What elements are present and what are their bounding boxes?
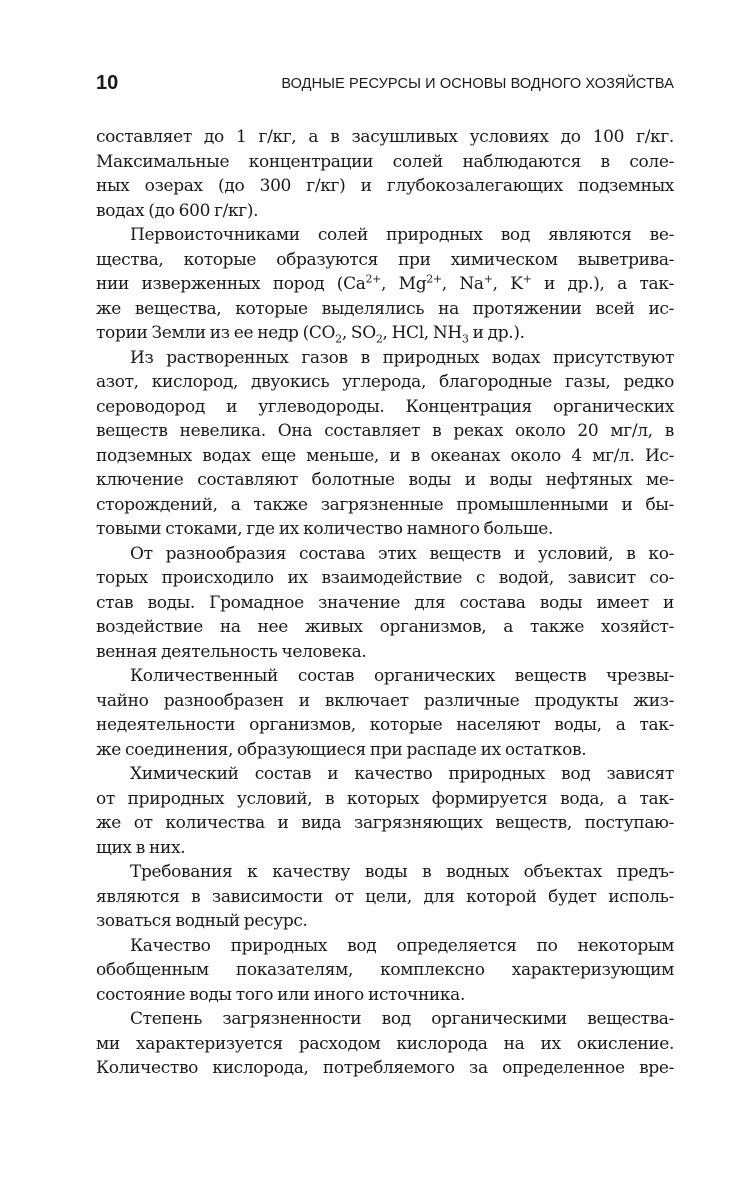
text-line: воздействие на нее живых организмов, а также хозяйст- xyxy=(96,617,674,637)
text-line: составляет до 1 г/кг, а в засушливых условиях до 100 г/кг. xyxy=(96,127,674,147)
text-segment: тории Земли из ее недр (CO xyxy=(96,323,336,343)
ion-charge: + xyxy=(483,272,493,286)
text-line: ных озерах (до 300 г/кг) и глубокозалегающих подземных xyxy=(96,176,674,196)
text-line: Требования к качеству воды в водных объектах предъ- xyxy=(130,862,674,882)
text-segment: и др.). xyxy=(468,323,525,343)
text-line: водах (до 600 г/кг). xyxy=(96,200,259,221)
text-segment: и др.), а так- xyxy=(531,274,675,294)
text-line: же от количества и вида загрязняющих веществ, поступаю- xyxy=(96,813,674,833)
text-segment: нии изверженных пород (Ca xyxy=(96,274,366,294)
text-line: Количественный состав органических веществ чрезвы- xyxy=(130,666,674,686)
text-line: венная деятельность человека. xyxy=(96,641,367,662)
ion-charge: 2+ xyxy=(426,272,442,286)
text-line: Максимальные концентрации солей наблюдаются в соле- xyxy=(96,151,674,172)
text-line: От разнообразия состава этих веществ и условий, в ко- xyxy=(130,543,674,564)
formula-subscript: 2 xyxy=(375,332,383,346)
text-line: Из растворенных газов в природных водах присутствуют xyxy=(130,347,674,368)
body-text xyxy=(96,125,674,1081)
text-line: став воды. Громадное значение для состава воды имеет и xyxy=(96,592,674,613)
text-line: сероводород и углеводороды. Концентрация органических xyxy=(96,396,674,417)
text-line: подземных водах еще меньше, и в океанах около 4 мг/л. Ис- xyxy=(96,445,674,466)
text-line: состояние воды того или иного источника. xyxy=(96,984,466,1005)
text-line: же соединения, образующиеся при распаде их остатков. xyxy=(96,739,587,760)
text-segment: , Na xyxy=(441,274,484,294)
text-line: веществ невелика. Она составляет в реках около 20 мг/л, в xyxy=(96,421,674,441)
text-line: торых происходило их взаимодействие с водой, зависит со- xyxy=(96,568,674,588)
formula-subscript: 2 xyxy=(335,332,342,346)
text-line: от природных условий, в которых формируется вода, а так- xyxy=(96,788,674,809)
running-title: ВОДНЫЕ РЕСУРСЫ И ОСНОВЫ ВОДНОГО ХОЗЯЙСТВА xyxy=(281,76,674,92)
page-number: 10 xyxy=(96,72,119,94)
text-line: Количество кислорода, потребляемого за определенное вре- xyxy=(96,1058,674,1078)
page-header xyxy=(96,72,674,100)
text-line: ключение составляют болотные воды и воды нефтяных ме- xyxy=(96,470,674,490)
text-line-with-formulas xyxy=(96,321,674,346)
text-line: обобщенным показателям, комплексно характеризующим xyxy=(96,960,674,980)
text-line: ми характеризуется расходом кислорода на их окисление. xyxy=(96,1033,674,1054)
text-line: Степень загрязненности вод органическими вещества- xyxy=(130,1009,674,1029)
text-line: Качество природных вод определяется по некоторым xyxy=(130,935,674,956)
text-line: являются в зависимости от цели, для которой будет исполь- xyxy=(96,886,674,907)
text-segment: , SO xyxy=(341,323,376,343)
text-line: Химический состав и качество природных вод зависят xyxy=(130,764,674,784)
text-line: недеятельности организмов, которые населяют воды, а так- xyxy=(96,715,674,735)
text-line: Первоисточниками солей природных вод являются ве- xyxy=(130,225,674,245)
text-line: сторождений, а также загрязненные промышленными и бы- xyxy=(96,494,674,515)
ion-charge: + xyxy=(522,272,532,286)
text-segment: , HCl, NH xyxy=(382,323,462,343)
text-line: щих в них. xyxy=(96,837,186,858)
text-line-with-ions xyxy=(96,272,674,297)
text-segment: , Mg xyxy=(381,274,427,294)
text-line: азот, кислород, двуокись углерода, благородные газы, редко xyxy=(96,372,674,392)
text-line: зоваться водный ресурс. xyxy=(96,911,308,931)
formula-subscript: 3 xyxy=(461,332,469,346)
text-line: товыми стоками, где их количество намного больше. xyxy=(96,519,554,539)
text-line: щества, которые образуются при химическом выветрива- xyxy=(96,249,674,270)
ion-charge: 2+ xyxy=(365,272,382,286)
text-line: же вещества, которые выделялись на протяжении всей ис- xyxy=(96,298,674,319)
text-line: чайно разнообразен и включает различные продукты жиз- xyxy=(96,690,674,711)
text-segment: , K xyxy=(492,274,523,294)
